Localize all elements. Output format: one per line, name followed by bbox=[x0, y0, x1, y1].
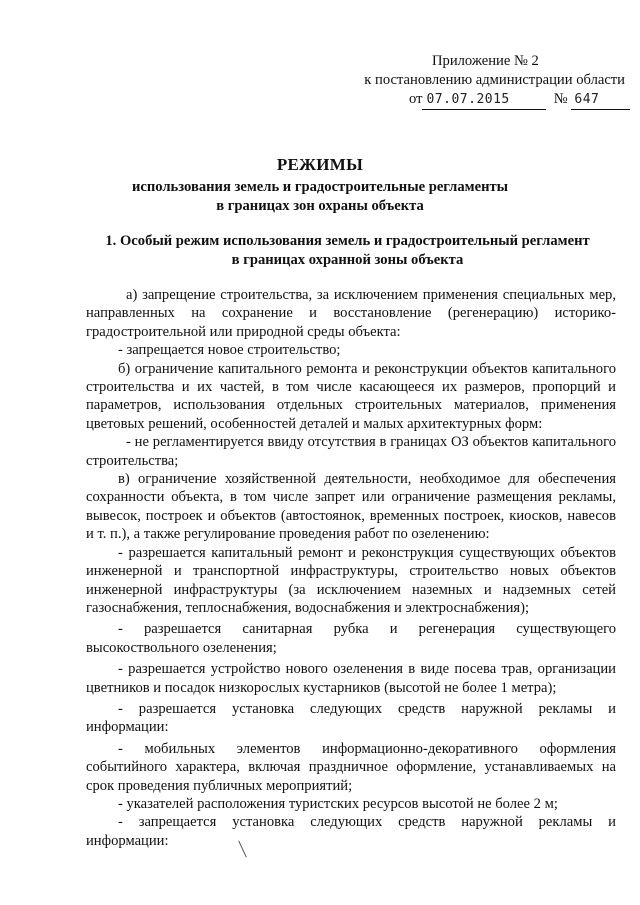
list-item: - разрешается санитарная рубка и регенерация существующего высокоствольного озеленения; bbox=[86, 621, 616, 656]
document-subtitle bbox=[0, 178, 640, 216]
handwritten-number: 647 bbox=[571, 90, 630, 110]
list-item: - запрещается новое строительство; bbox=[118, 342, 341, 359]
appendix-date-number bbox=[330, 90, 625, 110]
paragraph-b: б) ограничение капитального ремонта и реконструкции объектов капитального строительства и их частей, в том числе касающееся их размеров, пропорций и параметров, использования отдельных строительных материалов, применения цветовых решений, особенностей деталей и малых архитектурных форм: bbox=[86, 360, 616, 432]
list-item: - мобильных элементов информационно-декоративного оформления событийного характера, включая праздничное оформление, устанавливаемых на срок проведения публичных мероприятий; bbox=[86, 740, 616, 794]
list-item: - разрешается устройство нового озеленения в виде посева трав, организации цветников и посадок низкорослых кустарников (высотой не более 1 метра); bbox=[86, 661, 616, 696]
number-prefix: № bbox=[553, 91, 568, 107]
paragraph-v: в) ограничение хозяйственной деятельности, необходимое для обеспечения сохранности объекта, в том числе запрет или ограничение размещения рекламы, вывесок, построек и объектов (автостоянок, временных построек, киосков, навесов и т. п.), а также регулирование проведения работ по озеленению: bbox=[86, 471, 616, 543]
appendix-title: Приложение № 2 bbox=[432, 53, 539, 69]
appendix-reference: к постановлению администрации области bbox=[364, 72, 625, 88]
handwritten-date: 07.07.2015 bbox=[422, 90, 546, 110]
list-item: - не регламентируется ввиду отсутствия в границах ОЗ объектов капитального строительства; bbox=[86, 434, 616, 469]
document-body bbox=[86, 286, 616, 850]
appendix-header bbox=[330, 52, 625, 110]
section-heading bbox=[70, 232, 625, 270]
list-item: - разрешается установка следующих средств наружной рекламы и информации: bbox=[86, 700, 616, 736]
date-prefix: от bbox=[409, 91, 423, 107]
subtitle-line-1: использования земель и градостроительные регламенты bbox=[131, 179, 509, 195]
list-item: - запрещается установка следующих средств наружной рекламы и информации: bbox=[86, 814, 616, 849]
paragraph-a: а) запрещение строительства, за исключением применения специальных мер, направленных на сохранение и восстановление (регенерацию) историко-градостроительной или природной среды объекта: bbox=[86, 287, 616, 340]
list-item: - указателей расположения туристских ресурсов высотой не более 2 м; bbox=[118, 795, 558, 812]
section-heading-line-2: в границах охранной зоны объекта bbox=[231, 252, 464, 268]
list-item: - разрешается капитальный ремонт и реконструкция существующих объектов инженерной и транспортной инфраструктуры, строительство новых объектов инженерной инфраструктуры (за исключением наземных и надземных сетей газоснабжения, теплоснабжения, водоснабжения и электроснабжения); bbox=[86, 544, 616, 616]
section-heading-line-1: 1. Особый режим использования земель и градостроительный регламент bbox=[105, 233, 590, 249]
document-title: РЕЖИМЫ bbox=[276, 155, 364, 174]
subtitle-line-2: в границах зон охраны объекта bbox=[216, 198, 424, 214]
